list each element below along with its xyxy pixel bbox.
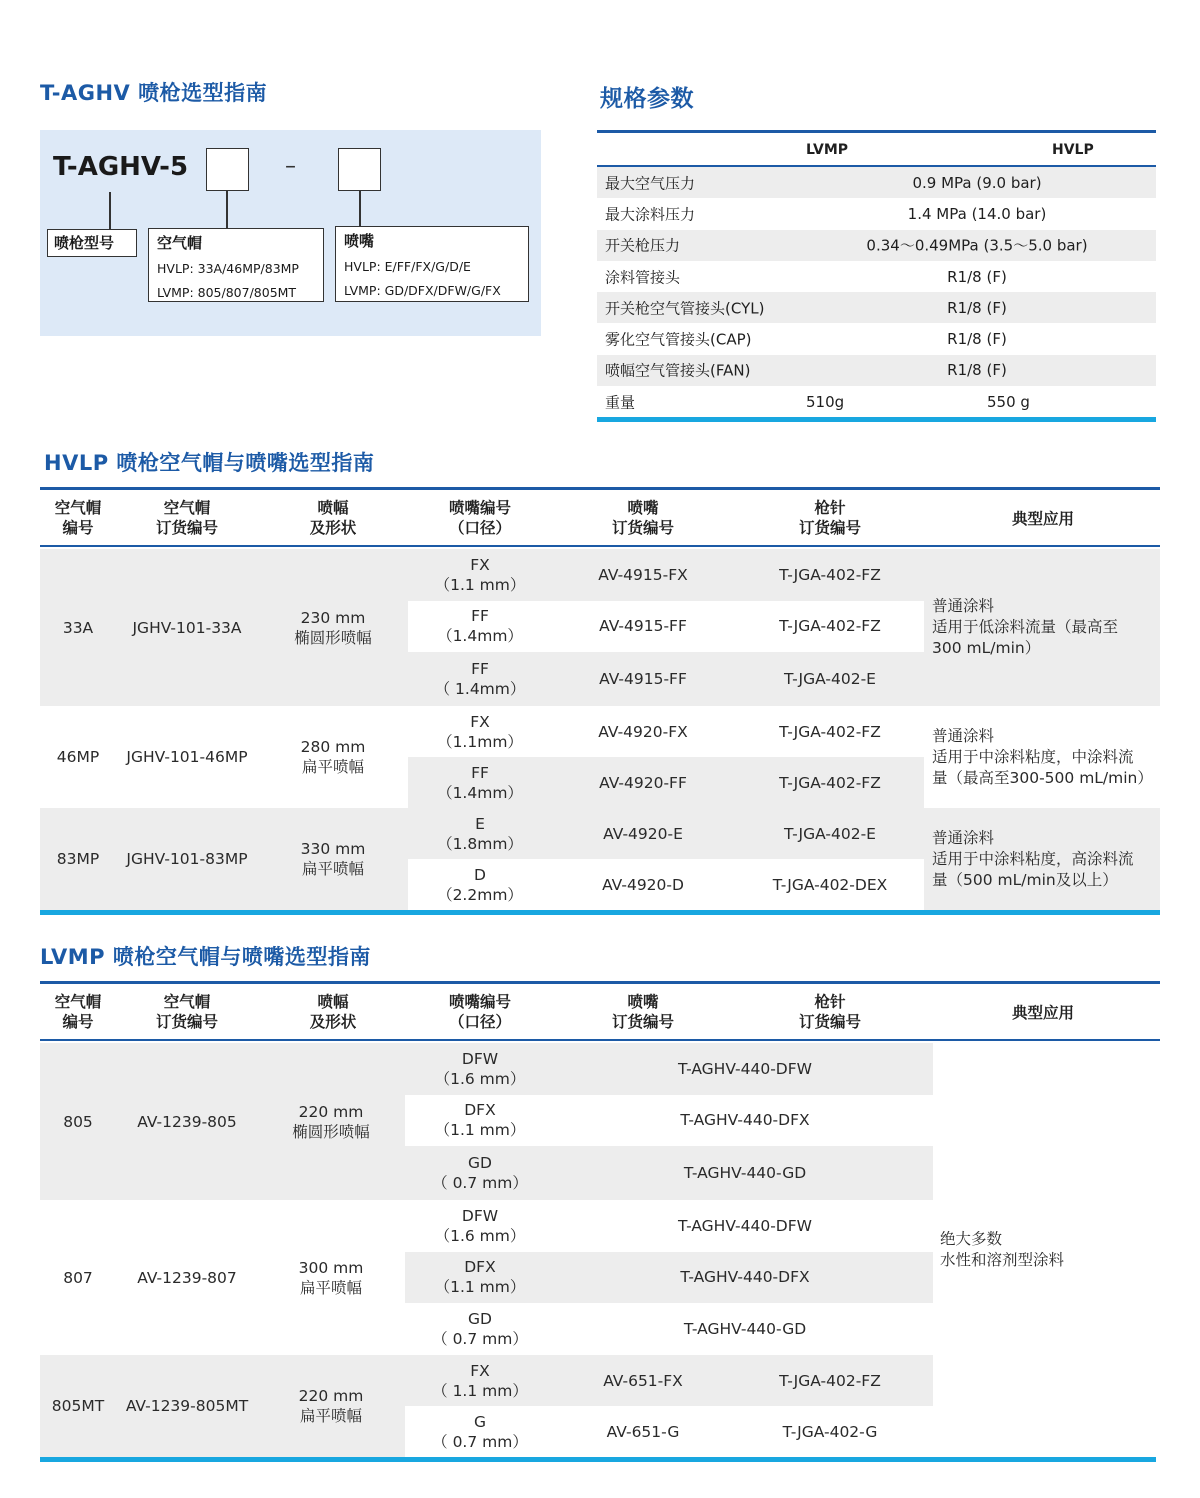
- header-line: 空气帽: [163, 993, 211, 1011]
- needle-order-no-line: T-JGA-402-FZ: [779, 617, 881, 636]
- nozzle-code: [437, 712, 523, 752]
- header-cell: [983, 509, 1103, 529]
- nozzle-needle-kit-no: [678, 1216, 812, 1236]
- header-line: 订货编号: [611, 519, 674, 537]
- aircap-order-no-line: AV-1239-805MT: [125, 1397, 249, 1415]
- spray-shape-line: 220 mm: [298, 1387, 364, 1405]
- spec-label: 最大涂料压力: [605, 205, 696, 224]
- table-bottom-rule: [40, 1457, 1156, 1462]
- spray-shape-line: 230 mm: [300, 608, 366, 627]
- lvmp-table: [40, 981, 1160, 1461]
- header-line: 订货编号: [798, 1013, 861, 1031]
- nozzle-code-line: DFW: [461, 1206, 499, 1225]
- header-line: 喷嘴: [627, 499, 659, 517]
- nozzle-code-line: （ 0.7 mm）: [432, 1330, 528, 1348]
- spec-value: 0.34～0.49MPa (3.5～5.0 bar): [866, 236, 1088, 255]
- needle-order-no: [779, 722, 881, 742]
- nozzle-code: [435, 1206, 526, 1246]
- spray-shape: [294, 608, 372, 648]
- nozzle-order-no-line: AV-651-G: [606, 1422, 680, 1441]
- code-dash: –: [285, 154, 296, 179]
- application-line: 普通涂料: [932, 828, 995, 847]
- application-line: 300 mL/min）: [932, 639, 1041, 657]
- nozzle-needle-kit-no-line: T-AGHV-440-GD: [683, 1320, 807, 1338]
- needle-order-no-line: T-JGA-402-E: [784, 824, 876, 843]
- aircap-order-no-line: AV-1239-805: [137, 1112, 237, 1131]
- connector-line: [226, 191, 228, 229]
- nozzle-order-no: [603, 824, 683, 844]
- nozzle-code: [437, 814, 523, 854]
- nozzle-needle-kit-no: [680, 1267, 809, 1287]
- header-cell: [127, 992, 247, 1032]
- nozzle-code-line: FF: [471, 660, 489, 678]
- application-line: 水性和溶剂型涂料: [940, 1251, 1065, 1269]
- nozzle-code: [432, 1412, 528, 1452]
- nozzle-code: [437, 865, 523, 905]
- header-line: 枪针: [814, 993, 846, 1011]
- spray-shape: [292, 1102, 370, 1142]
- needle-order-no-line: T-JGA-402-DEX: [772, 875, 888, 894]
- model-code: T-AGHV-5: [53, 152, 189, 182]
- nozzle-code-line: FX: [470, 712, 490, 731]
- connector-line: [359, 191, 361, 227]
- spray-shape-line: 220 mm: [298, 1102, 364, 1121]
- nozzle-code-line: E: [475, 814, 485, 833]
- header-line: 空气帽: [163, 499, 211, 517]
- needle-order-no-line: T-JGA-402-FZ: [779, 1371, 881, 1390]
- nozzle-order-no: [598, 565, 687, 585]
- header-line: 枪针: [814, 499, 846, 517]
- nozzle-code-line: FX: [470, 1361, 490, 1380]
- spray-shape: [299, 1258, 364, 1298]
- header-line: 及形状: [309, 1013, 357, 1031]
- application-line: 量（500 mL/min及以上）: [932, 870, 1118, 889]
- header-cell: [127, 498, 247, 538]
- header-cell: [273, 498, 393, 538]
- spray-shape-line: 扁平喷幅: [299, 1407, 362, 1425]
- nozzle-label-box: [335, 226, 529, 302]
- nozzle-code-line: （ 0.7 mm）: [432, 1174, 528, 1192]
- hvlp-table: [40, 487, 1160, 915]
- needle-order-no: [783, 1422, 878, 1442]
- col-lvmp: LVMP: [806, 142, 849, 158]
- application-line: 绝大多数: [940, 1230, 1003, 1248]
- nozzle-code-line: （ 1.1 mm）: [432, 1381, 528, 1400]
- specs-table: [597, 130, 1156, 422]
- specs-title: 规格参数: [600, 86, 694, 112]
- aircap-code: [63, 618, 93, 638]
- typical-application: [932, 596, 1118, 659]
- nozzle-code-line: DFW: [461, 1049, 499, 1068]
- nozzle-code-line: DFX: [464, 1101, 496, 1120]
- aircap-lvmp-line: LVMP: 805/807/805MT: [157, 285, 297, 300]
- connector-line: [109, 192, 111, 229]
- application-line: 普通涂料: [932, 726, 995, 745]
- spray-shape-line: 扁平喷幅: [299, 1278, 362, 1297]
- spec-label: 涂料管接头: [605, 268, 681, 287]
- header-cell: [18, 992, 138, 1032]
- needle-order-no-line: T-JGA-402-FZ: [779, 722, 881, 741]
- aircap-order-no-line: JGHV-101-83MP: [126, 850, 248, 868]
- nozzle-code: [432, 1309, 528, 1349]
- aircap-code-line: 33A: [62, 618, 94, 637]
- nozzle-order-no: [599, 669, 687, 689]
- needle-order-no: [784, 669, 876, 689]
- needle-order-no: [779, 616, 881, 636]
- nozzle-order-no-line: AV-4915-FX: [598, 565, 688, 584]
- nozzle-order-no: [599, 616, 687, 636]
- nozzle-order-no: [603, 1371, 683, 1391]
- spec-row: [597, 167, 1156, 198]
- aircap-order-no: [132, 618, 241, 638]
- needle-order-no: [779, 773, 881, 793]
- spec-value: 0.9 MPa (9.0 bar): [912, 173, 1042, 192]
- spec-value: R1/8 (F): [947, 361, 1007, 380]
- aircap-code: [57, 747, 99, 767]
- lvmp-title: LVMP 喷枪空气帽与喷嘴选型指南: [40, 945, 371, 969]
- nozzle-order-no-line: AV-4915-FF: [599, 670, 687, 688]
- model-code-diagram: [40, 130, 541, 336]
- nozzle-code-line: FX: [470, 555, 490, 574]
- aircap-hvlp-line: HVLP: 33A/46MP/83MP: [157, 261, 299, 276]
- aircap-order-no-line: JGHV-101-33A: [132, 618, 242, 637]
- spray-shape-line: 扁平喷幅: [301, 860, 364, 878]
- header-line: 编号: [62, 519, 94, 537]
- spec-row-weight: [597, 386, 1156, 417]
- nozzle-order-no-line: AV-651-FX: [603, 1371, 683, 1390]
- spray-shape: [299, 1386, 364, 1426]
- spray-shape-line: 扁平喷幅: [301, 758, 364, 776]
- spec-row: [597, 355, 1156, 386]
- spray-shape-line: 330 mm: [300, 840, 366, 858]
- needle-order-no: [779, 1371, 881, 1391]
- aircap-order-no: [137, 1112, 237, 1132]
- spray-shape-line: 280 mm: [300, 738, 366, 756]
- aircap-code: [57, 849, 99, 869]
- spray-shape: [301, 737, 366, 777]
- table-header: [40, 490, 1160, 547]
- nozzle-code-line: G: [473, 1412, 487, 1431]
- spray-shape: [301, 839, 366, 879]
- nozzle-needle-kit-no-line: T-AGHV-440-DFX: [680, 1111, 810, 1130]
- application-line: 适用于低涂料流量（最高至: [932, 618, 1119, 636]
- aircap-code: [63, 1268, 93, 1288]
- typical-application: [932, 726, 1153, 789]
- guide-title: T-AGHV 喷枪选型指南: [40, 81, 268, 105]
- gun-model-label-box: [47, 229, 137, 257]
- nozzle-code: [435, 1100, 526, 1140]
- header-line: 订货编号: [611, 1013, 674, 1031]
- nozzle-order-no-line: AV-4920-E: [603, 824, 683, 843]
- spec-row: [597, 261, 1156, 292]
- header-cell: [770, 992, 890, 1032]
- needle-order-no: [784, 824, 876, 844]
- aircap-code-line: 46MP: [56, 748, 100, 766]
- nozzle-code-line: （1.4mm）: [437, 783, 523, 802]
- application-line: 适用于中涂料粘度，高涂料流: [932, 849, 1134, 868]
- nozzle-code-line: （1.1mm）: [437, 732, 523, 751]
- needle-order-no-line: T-JGA-402-E: [784, 670, 876, 688]
- header-line: 喷嘴编号: [448, 993, 511, 1011]
- nozzle-needle-kit-no-line: T-AGHV-440-DFW: [678, 1059, 812, 1078]
- nozzle-code-line: （1.6 mm）: [434, 1069, 526, 1088]
- header-line: 编号: [62, 1013, 94, 1031]
- nozzle-code-line: FF: [471, 763, 489, 782]
- header-line: 喷嘴: [627, 993, 659, 1011]
- gun-model-label: 喷枪型号: [54, 234, 115, 252]
- needle-order-no-line: T-JGA-402-FZ: [779, 565, 881, 584]
- aircap-label-box: [148, 228, 324, 302]
- nozzle-lvmp-line: LVMP: GD/DFX/DFW/G/FX: [344, 283, 501, 298]
- needle-order-no: [773, 875, 887, 895]
- needle-order-no-line: T-JGA-402-G: [782, 1422, 878, 1441]
- header-line: 空气帽: [54, 499, 102, 517]
- nozzle-needle-kit-no: [684, 1163, 806, 1183]
- aircap-slot-box: [206, 148, 249, 191]
- spec-value: R1/8 (F): [947, 298, 1007, 317]
- nozzle-code: [435, 1257, 526, 1297]
- nozzle-code: [435, 555, 526, 595]
- spec-row: [597, 292, 1156, 323]
- nozzle-title: 喷嘴: [344, 232, 375, 250]
- nozzle-needle-kit-no: [678, 1059, 812, 1079]
- header-line: 喷幅: [317, 499, 349, 517]
- nozzle-code: [437, 763, 523, 803]
- spec-label: 喷幅空气管接头(FAN): [605, 361, 751, 380]
- header-cell: [583, 992, 703, 1032]
- header-cell: [420, 992, 540, 1032]
- spray-shape-line: 300 mm: [298, 1258, 364, 1277]
- spec-label: 最大空气压力: [605, 174, 696, 193]
- nozzle-needle-kit-no-line: T-AGHV-440-DFX: [680, 1268, 810, 1287]
- nozzle-order-no-line: AV-4920-FF: [599, 773, 687, 792]
- nozzle-code: [432, 1153, 528, 1193]
- nozzle-needle-kit-no: [684, 1319, 806, 1339]
- aircap-code-line: 807: [63, 1268, 93, 1287]
- nozzle-order-no: [598, 722, 687, 742]
- nozzle-order-no: [599, 773, 687, 793]
- nozzle-order-no-line: AV-4920-FX: [598, 722, 688, 741]
- nozzle-code-line: （1.1 mm）: [434, 1121, 526, 1140]
- nozzle-order-no-line: AV-4920-D: [602, 875, 684, 894]
- aircap-order-no-line: JGHV-101-46MP: [126, 748, 248, 766]
- header-cell: [18, 498, 138, 538]
- header-line: 典型应用: [1011, 510, 1074, 528]
- aircap-order-no-line: AV-1239-807: [137, 1268, 237, 1287]
- spec-value: 1.4 MPa (14.0 bar): [907, 204, 1047, 223]
- aircap-code: [63, 1112, 93, 1132]
- header-line: 订货编号: [155, 1013, 218, 1031]
- nozzle-code-line: （1.8mm）: [437, 834, 523, 853]
- nozzle-order-no: [607, 1422, 680, 1442]
- nozzle-code-line: （1.6 mm）: [434, 1226, 526, 1245]
- nozzle-hvlp-line: HVLP: E/FF/FX/G/D/E: [344, 259, 471, 274]
- nozzle-code-line: （ 0.7 mm）: [432, 1432, 528, 1451]
- nozzle-needle-kit-no-line: T-AGHV-440-GD: [683, 1164, 807, 1182]
- nozzle-order-no: [602, 875, 684, 895]
- spec-weight-hvlp: 550 g: [987, 392, 1030, 411]
- spec-row: [597, 323, 1156, 354]
- aircap-code-line: 805MT: [51, 1397, 105, 1415]
- spec-row: [597, 198, 1156, 229]
- header-line: 喷幅: [317, 993, 349, 1011]
- hvlp-title: HVLP 喷枪空气帽与喷嘴选型指南: [44, 451, 375, 475]
- aircap-order-no: [137, 1268, 237, 1288]
- header-cell: [273, 992, 393, 1032]
- header-line: （口径）: [448, 1013, 511, 1031]
- spec-label: 开关枪空气管接头(CYL): [605, 299, 765, 318]
- needle-order-no-line: T-JGA-402-FZ: [779, 773, 881, 792]
- nozzle-code: [435, 659, 526, 699]
- col-hvlp: HVLP: [1052, 142, 1094, 158]
- aircap-order-no: [126, 1396, 248, 1416]
- aircap-code-line: 805: [63, 1112, 93, 1131]
- typical-application: [932, 828, 1134, 891]
- specs-header: [597, 133, 1156, 167]
- typical-application: [940, 1229, 1064, 1271]
- nozzle-code-line: （1.4mm）: [437, 627, 523, 646]
- nozzle-code: [432, 1361, 528, 1401]
- spec-row: [597, 230, 1156, 261]
- header-line: 及形状: [309, 519, 357, 537]
- nozzle-needle-kit-no: [680, 1110, 809, 1130]
- nozzle-code-line: GD: [468, 1310, 492, 1328]
- aircap-code: [52, 1396, 104, 1416]
- nozzle-code: [435, 1049, 526, 1089]
- application-line: 适用于中涂料粘度，中涂料流: [932, 747, 1134, 766]
- nozzle-code-line: GD: [468, 1154, 492, 1172]
- spec-label: 开关枪压力: [605, 236, 681, 255]
- nozzle-code-line: FF: [471, 607, 489, 626]
- spray-shape-line: 椭圆形喷幅: [292, 1122, 370, 1141]
- nozzle-code-line: （2.2mm）: [437, 885, 523, 904]
- header-line: 空气帽: [54, 993, 102, 1011]
- spec-weight-lvmp: 510g: [806, 392, 845, 411]
- nozzle-code: [437, 606, 523, 646]
- spec-value: R1/8 (F): [947, 330, 1007, 349]
- header-line: 典型应用: [1011, 1004, 1074, 1022]
- application-line: 量（最高至300-500 mL/min）: [932, 768, 1153, 787]
- nozzle-code-line: （1.1 mm）: [434, 1278, 526, 1297]
- nozzle-code-line: DFX: [464, 1258, 496, 1277]
- header-cell: [583, 498, 703, 538]
- nozzle-order-no-line: AV-4915-FF: [599, 617, 687, 636]
- header-line: 订货编号: [798, 519, 861, 537]
- table-header: [40, 984, 1160, 1041]
- nozzle-slot-box: [338, 148, 381, 191]
- table-bottom-rule: [40, 910, 1160, 915]
- spray-shape-line: 椭圆形喷幅: [294, 628, 372, 647]
- nozzle-needle-kit-no-line: T-AGHV-440-DFW: [678, 1216, 812, 1235]
- needle-order-no: [779, 565, 881, 585]
- spec-label: 雾化空气管接头(CAP): [605, 330, 752, 349]
- nozzle-code-line: （ 1.4mm）: [434, 680, 526, 698]
- nozzle-code-line: D: [474, 865, 486, 884]
- header-cell: [983, 1003, 1103, 1023]
- aircap-title: 空气帽: [157, 234, 203, 252]
- aircap-order-no: [126, 747, 247, 767]
- spec-value: R1/8 (F): [947, 267, 1007, 286]
- spec-label: 重量: [605, 393, 636, 412]
- nozzle-code-line: （1.1 mm）: [434, 575, 526, 594]
- aircap-code-line: 83MP: [56, 850, 100, 868]
- application-line: 普通涂料: [932, 597, 995, 615]
- aircap-order-no: [126, 849, 247, 869]
- header-line: （口径）: [448, 519, 511, 537]
- header-cell: [770, 498, 890, 538]
- header-cell: [420, 498, 540, 538]
- header-line: 订货编号: [155, 519, 218, 537]
- header-line: 喷嘴编号: [448, 499, 511, 517]
